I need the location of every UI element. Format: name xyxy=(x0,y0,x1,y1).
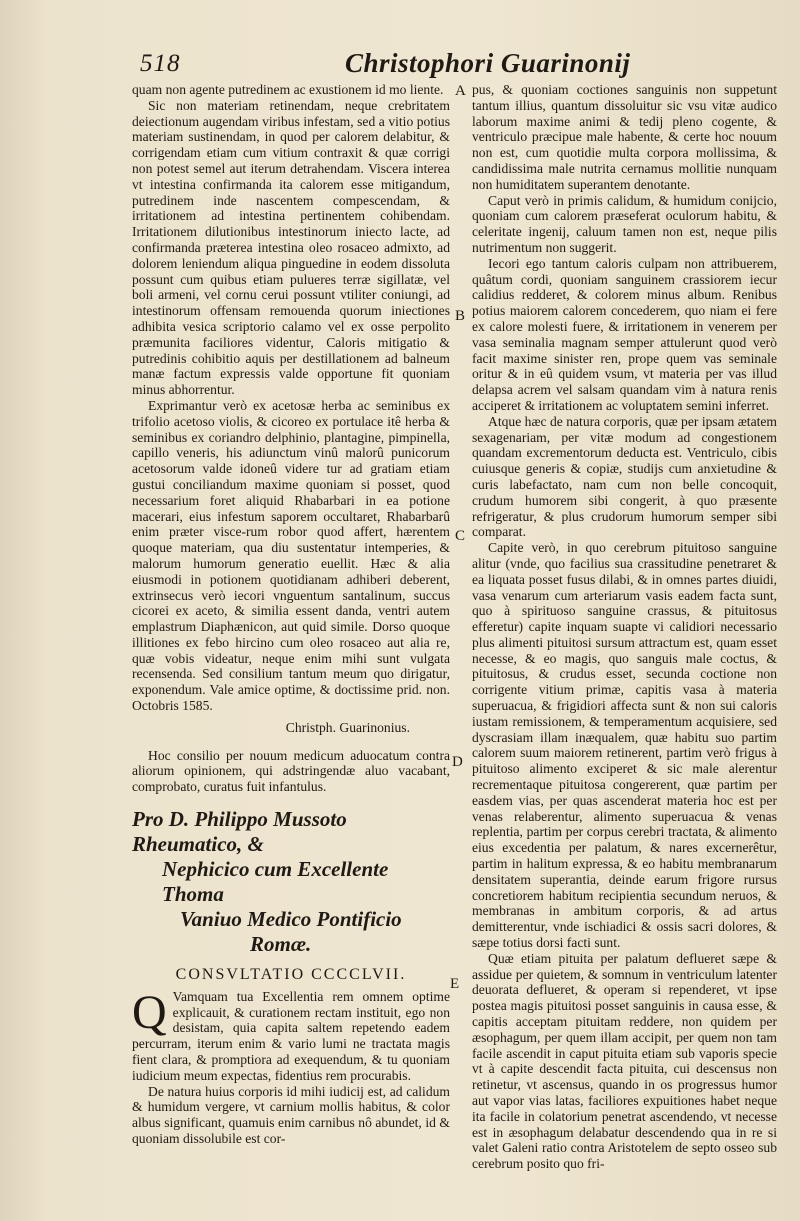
signature: Christph. Guarinonius. xyxy=(285,719,410,735)
heading-line: Pro D. Philippo Mussoto Rheumatico, & xyxy=(132,807,347,857)
right-column xyxy=(472,82,777,1172)
consultation-number: CONSVLTATIO CCCCLVII. xyxy=(175,966,407,984)
paragraph: pus, & quoniam coctiones sanguinis non suppetunt tantum illius, quantum dissoluitur sic vsu vitæ audico laborum maxime animi & tedij pleno cogente, & ventriculo præcipue male habente, & certe hoc nouum non est, cum quotidie multa corpora mollissima, & candidissima male nutrita cernamus mollitie nunquam non humiditatem superantem denotante. xyxy=(472,82,777,192)
paragraph xyxy=(132,985,450,1084)
paragraph: Exprimantur verò ex acetosæ herba ac seminibus ex trifolio acetoso violis, & cicoreo ex portulace itê herba & seminibus ex coriandro delphinio, plantagine, pimpinella, capillo veneris, his adiunctum vinû malorû punicorum acetosorum valde idoneû videre tur ad gratiam etiam gustui conciliandum maxime quoniam si posset, quod necessarium foret aliquid Rhabarbari in ea potione macerari, eius infestum saporem occultaret, Rhabarbarû enim præter visce-rum robor quod affert, hærentem quoque materiam, qua diu sustentatur intemperies, & malorum humorum generatio euellit. Hæc & alia eiusmodi in potionem quotidianam adhiberi deberent, extrinsecus verò iecori vnguentum santalinum, succus cicorei ex aceto, & similia essent danda, ventri autem emplastrum Diaphænicon, aut quid simile. Dorso quoque illitiones ex febo hircino cum oleo rosaceo aut alia re, quæ vobis videatur, neque enim mihi sunt vulgata recensenda. Sed consilium tantum meum quo dirigatur, exponendum. Vale amice optime, & doctissime prid. non. Octobris 1585. xyxy=(132,397,450,714)
drop-initial: Q xyxy=(132,985,167,1039)
margin-letter-e: E xyxy=(450,976,460,992)
left-column xyxy=(132,82,450,1147)
heading-line: Vaniuo Medico Pontificio xyxy=(180,907,402,932)
paragraph: Iecori ego tantum caloris culpam non attribuerem, quâtum cordi, quoniam sanguinem crassiorem iecur calidius redderet, & colorem minus album. Renibus potius maiorem calorem concederem, quo niam ei fere ex calore molesti fuere, & irritationem in venerem per vasa seminalia magnam semper attulerunt quod verò facit maxime sinister ren, propе quem vas seminale oritur & in eû quidem vsum, vt materia per vas illud delapsa acrem vel salsam quandam vim à natura renis acciperet & irritationem ac voluptatem semini inferret. xyxy=(472,255,777,413)
paragraph: quam non agente putredinem ac exustionem id mo liente. xyxy=(132,82,444,97)
margin-letter-d: D xyxy=(452,754,463,770)
heading-line: Nephicico cum Excellente Thoma xyxy=(162,857,389,907)
paragraph: Quæ etiam pituita per palatum deflueret sæpe & assidue per quietem, & somnum in ventriculum latenter deuorata deflueret, & operam si rependeret, vt ipse postea magis pituitosi posset sanguinis in causa esse, & capitis acceptam pituitam redderе, non quidem per æsophagum, per quem illam accipit, per quem non tam facile ascendit in caput pituita etiam sub vaporis specie vt à capite descendit facta pituita, cui descensus non retinetur, vt ascensus, quando in os progressus humor aut vapor vias latas, faciliores expuitiones habet neque ita facile in colatorium penetrat ascendendo, vt necesse est in æsophagum delabatur descendendo qua in re si valet Galeni ratio contra Aristotelem de septo osseo sub cerebrum posito quo fri- xyxy=(472,950,777,1172)
margin-letter-c: C xyxy=(455,528,466,544)
running-head: Christophori Guarinonij xyxy=(345,48,631,78)
heading-line: Romæ. xyxy=(250,932,312,957)
case-note: Hoc consilio per nouum medicum aduocatum contra aliorum opinionem, qui adstringendæ aluo vacabant, comprobato, curatus fuit infantulus. xyxy=(132,747,450,795)
paragraph: De natura huius corporis id mihi iudicij est, ad calidum & humidum vergere, vt carnium mollis habitus, & color albus significant, quamuis enim carnibus nô abundet, id & quoniam dissolubile est cor- xyxy=(132,1083,450,1147)
page-header xyxy=(140,48,631,84)
margin-letter-a: A xyxy=(455,83,466,99)
page-number: 518 xyxy=(140,50,181,77)
paragraph: Sic non materiam retinendam, neque crebritatem deiectionum augendam viribus infestam, sed a vitio potius materiam sustinendam, in quod per calorem delabitur, & corrigendam etiam cum vitium contraxit & quæ corrigi non potest semel aut iterum detrahendam. Viscera interea vt intestina confirmanda ita calorem esse mitigandum, putredinem inde nascentem compescendam, & irritationem ad intestina pertinentem cohibendam. Irritationem dilutionibus intestinorum iniecto lacte, ad confirmanda præterea intestina oleo rosaceo admixto, ad dolorem leniendum aliqua pinguedine in eodem dissoluta possunt cum quibus etiam pulueres terræ sigillatæ, vel boli armeni, vel cornu cerui possunt vtiliter coniungi, ad intestinorum offensam remouenda quorum iniectiones adhibita vesica scriptorio calamo vel ex osse perpolito præmunita faciliores videntur, Caloris mitigatio & putredinis cohibitio aquis per destillationem ad balneum manæ factum expressis valde opportune fit quoniam minus abhorrentur. xyxy=(132,97,450,398)
paragraph: Capite verò, in quo cerebrum pituitoso sanguine alitur (vnde, quo facilius sua crassitudine penetraret & ea liquata posset fusus dilabi, & in omnes partes diuidi, vasa venarum cum arteriarum vasis eadem facta sunt, quo à spirituoso sanguine crassus, & pituitosus efferetur) capite inquam suapte vi calidiori necessario plus alimenti pituitosi sursum attractum est, quam esset necesse, & eo magis, quo sanguis male coctus, & pituitosus, & crudus esset, secunda coctione non corrigente vitium primæ, capitis vasa à materia superuacua, & frigidiori affecta sunt & non sui caloris iustam remissionem, & temperamentum acquisiere, sed dyscrasiam illam inæqualem, quæ habitu suo partim calorem suum maiorem retinerent, partim verò frigus à pituitoso alimento exciperet & sic male alerentur recrementaque pituitosa congererent, quæ partim per easdem vias, per quas ascenderat materia hoc est per venas relaberentur, alimento superuacua & venas replentia, partim per corpus cerebri tractata, & alimento eius excedentia per palatum, & nares excernerêtur, partim in halitum expressa, & eo habitu membranarum densitatem superantia, deinde earum frigore rursus concretiorem habitum recipientia secundum neruos, & membranas in ambitum corporis, & ad artus demitterentur, vnde ischiadici & ossis sacri dolores, & sæpe totius dorsi facti sunt. xyxy=(472,540,777,951)
paragraph-text: Vamquam tua Excellentia rem omnem optime explicauit, & curationem rectam instituit, ego non desistam, quia capita saltem repetendo eadem percurram, iterum enim & vario lumi ne tractata magis fient clara, & promptiora ad exequendum, & tu quoniam iudicium meum expectas, fidentius rem procurabis. xyxy=(132,988,450,1083)
margin-letter-b: B xyxy=(455,308,466,324)
paragraph: Atque hæc de natura corporis, quæ per ipsam ætatem sexagenariam, per vitæ modum ad congestionem quandam excrementorum deducta est. Ventriculo, cibis cuiusque generis & copiæ, studijs cum anxietudine & curis labefactato, nam cum non belle concoquit, crudum humorem sibi congerit, à quo præsente refrigeratur, & plus crudorum humorum semper sibi comparat. xyxy=(472,413,777,540)
consultation-heading xyxy=(132,807,450,957)
paragraph: Caput verò in primis calidum, & humidum conijcio, quoniam cum calorem præseferat oculorum habitu, & celeritate ingenij, caluum tamen non est, neque pilis nutrimentum non suggerit. xyxy=(472,192,777,255)
